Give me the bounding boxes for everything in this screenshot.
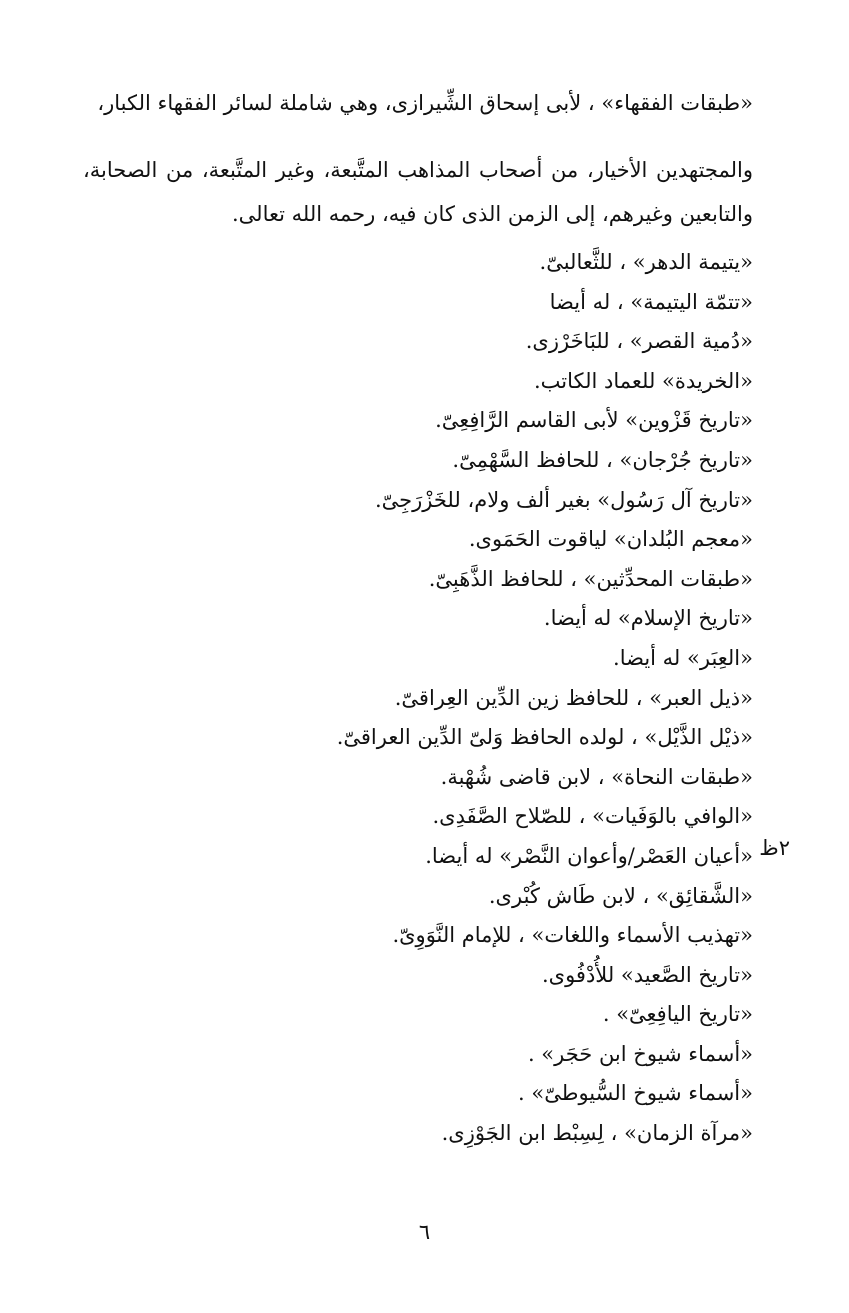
book-entry: «ذيْل الذَّيْل» ، لولده الحافظ وَلىّ الدِّين العراقىّ. <box>336 725 753 750</box>
book-entry: «أسماء شيوخ ابن حَجَر» . <box>527 1041 753 1066</box>
book-entry: «تاريخ جُرْجان» ، للحافظ السَّهْمِىّ. <box>452 447 753 472</box>
book-entry: «ذيل العبر» ، للحافظ زين الدِّين العِراقىّ. <box>394 685 753 710</box>
book-entry: «تهذيب الأسماء واللغات» ، للإمام النَّوَوِىّ. <box>392 923 753 948</box>
book-list <box>337 243 753 1154</box>
book-entry: «الوافي بالوَفَيات» ، للصّلاح الصَّفَدِى. <box>432 804 753 829</box>
book-entry: «يتيمة الدهر» ، للثَّعالبىّ. <box>539 250 753 274</box>
book-entry: «مرآة الزمان» ، لِسِبْط ابن الجَوْزِى. <box>441 1121 753 1146</box>
book-entry: «معجم البُلدان» لياقوت الحَمَوى. <box>468 527 753 552</box>
book-entry: «طبقات النحاة» ، لابن قاضى شُهْبة. <box>440 764 753 789</box>
book-entry: «تتمّة اليتيمة» ، له أيضا <box>549 289 753 314</box>
book-entry: «تاريخ الصَّعيد» للأُدْفُوى. <box>541 962 753 987</box>
book-entry: «تاريخ الإسلام» له أيضا. <box>543 606 753 631</box>
book-entry: «دُمية القصر» ، للبَاخَرْزى. <box>525 329 753 354</box>
book-entry: «العِبَر» له أيضا. <box>613 645 753 670</box>
intro-paragraph: والمجتهدين الأخيار، من أصحاب المذاهب المتَّبعة، وغير المتَّبعة، من الصحابة، والتابعين وغيرهم، إلى الزمن الذى كان فيه، رحمه الله تعالى. <box>83 158 753 226</box>
book-entry: «تاريخ اليافِعِىّ» . <box>602 1002 753 1027</box>
page-number: ٦ <box>418 1220 431 1244</box>
book-entry: «أسماء شيوخ السُّيوطىّ» . <box>518 1081 753 1106</box>
intro-line: «طبقات الفقهاء» ، لأبى إسحاق الشِّيرازى، وهي شاملة لسائر الفقهاء الكبار، <box>97 91 753 115</box>
book-entry: «طبقات المحدِّثين» ، للحافظ الذَّهَبِىّ. <box>428 566 753 591</box>
book-entry: «تاريخ قَزْوين» لأبى القاسم الرَّافِعِىّ. <box>435 408 753 433</box>
book-entry: «تاريخ آل رَسُول» بغير ألف ولام، للخَزْرَجِىّ. <box>374 487 753 512</box>
book-entry: «الشَّقائِق» ، لابن طَاش كُبْرى. <box>488 883 753 908</box>
book-entry: «الخريدة» للعماد الكاتب. <box>533 368 753 393</box>
manuscript-folio-marker: ٢ظ <box>759 836 790 860</box>
book-entry: «أعيان العَصْر/وأعوان النَّصْر» له أيضا. <box>425 843 753 868</box>
